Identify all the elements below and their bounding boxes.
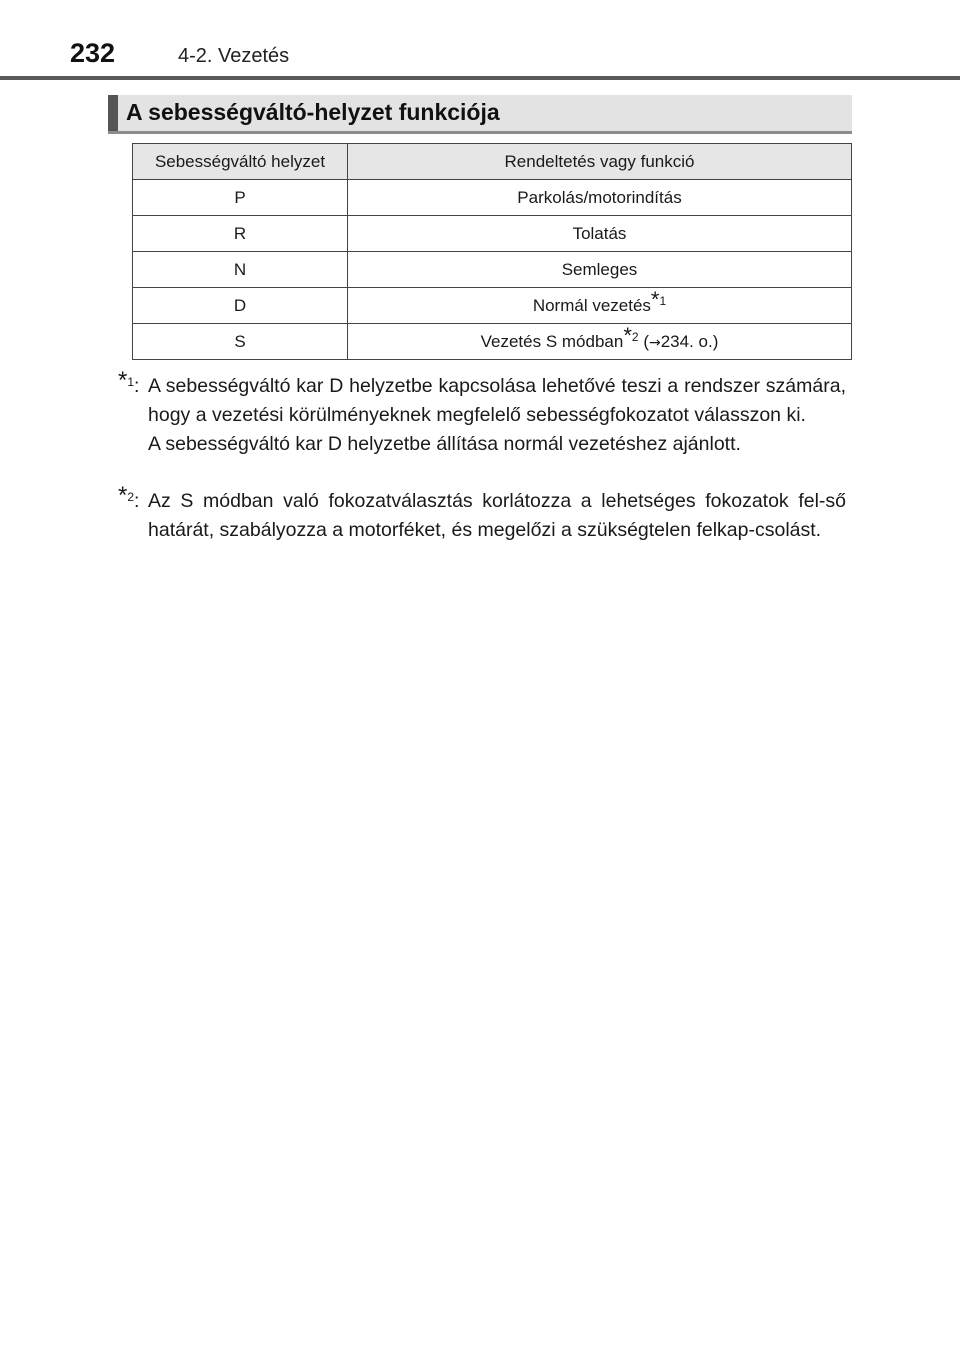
function-cell: Tolatás bbox=[348, 216, 852, 252]
position-cell: D bbox=[133, 288, 348, 324]
column-header-position: Sebességváltó helyzet bbox=[133, 144, 348, 180]
footnote-number: 2 bbox=[127, 490, 135, 504]
footnote-ref: 1 bbox=[659, 293, 667, 308]
position-cell: N bbox=[133, 252, 348, 288]
section-label: 4-2. Vezetés bbox=[178, 45, 290, 67]
footnote-marker: *$^2$: bbox=[118, 482, 140, 512]
header-rule bbox=[0, 76, 960, 80]
function-cell: Parkolás/motorindítás bbox=[348, 180, 852, 216]
table-row bbox=[133, 252, 852, 288]
footnote-text: A sebességváltó kar D helyzetbe kapcsolása lehetővé teszi a rendszer számára, hogy a vezetési körülményeknek megfelelő sebességfokozatot válasszon ki. bbox=[148, 375, 846, 426]
footnote-ref: 2 bbox=[631, 329, 639, 344]
function-cell: Semleges bbox=[348, 252, 852, 288]
footnote-body bbox=[148, 487, 846, 545]
page-number: 232 bbox=[70, 38, 116, 68]
table-row bbox=[133, 216, 852, 252]
page-reference: 234. o.) bbox=[660, 331, 719, 351]
table-header-row bbox=[133, 144, 852, 180]
asterisk-icon: * bbox=[118, 482, 128, 509]
position-cell: R bbox=[133, 216, 348, 252]
footnote-2 bbox=[118, 482, 846, 545]
function-text: Normál vezetés bbox=[532, 295, 651, 315]
shift-position-table bbox=[132, 143, 852, 360]
title-accent bbox=[108, 95, 118, 131]
column-header-function: Rendeltetés vagy funkció bbox=[348, 144, 852, 180]
section-title-bar bbox=[108, 95, 852, 134]
position-cell: S bbox=[133, 324, 348, 360]
function-text: Vezetés S módban bbox=[480, 331, 624, 351]
function-cell: Vezetés S módban*$^2$ (→234. o.) bbox=[348, 324, 852, 360]
asterisk-icon: * bbox=[623, 322, 632, 348]
asterisk-icon: * bbox=[118, 367, 128, 394]
section-title: A sebességváltó-helyzet funkciója bbox=[126, 99, 500, 125]
footnote-marker: *$^1$: bbox=[118, 367, 140, 397]
position-cell: P bbox=[133, 180, 348, 216]
function-cell bbox=[348, 288, 852, 324]
footnote-text: A sebességváltó kar D helyzetbe állítása normál vezetéshez ajánlott. bbox=[148, 433, 741, 455]
footnote-text: Az S módban való fokozatválasztás korlátozza a lehetséges fokozatok fel-ső határát, szabályozza a motorféket, és megelőzi a szükségtelen felkap-csolást. bbox=[148, 490, 846, 541]
asterisk-icon: * bbox=[650, 286, 660, 312]
footnote-number: 1 bbox=[127, 375, 135, 389]
footnote-body bbox=[148, 372, 846, 459]
table-row bbox=[133, 324, 852, 360]
table-row bbox=[133, 180, 852, 216]
arrow-right-icon: → bbox=[648, 334, 661, 351]
table-row bbox=[133, 288, 852, 324]
footnote-1 bbox=[118, 367, 846, 459]
